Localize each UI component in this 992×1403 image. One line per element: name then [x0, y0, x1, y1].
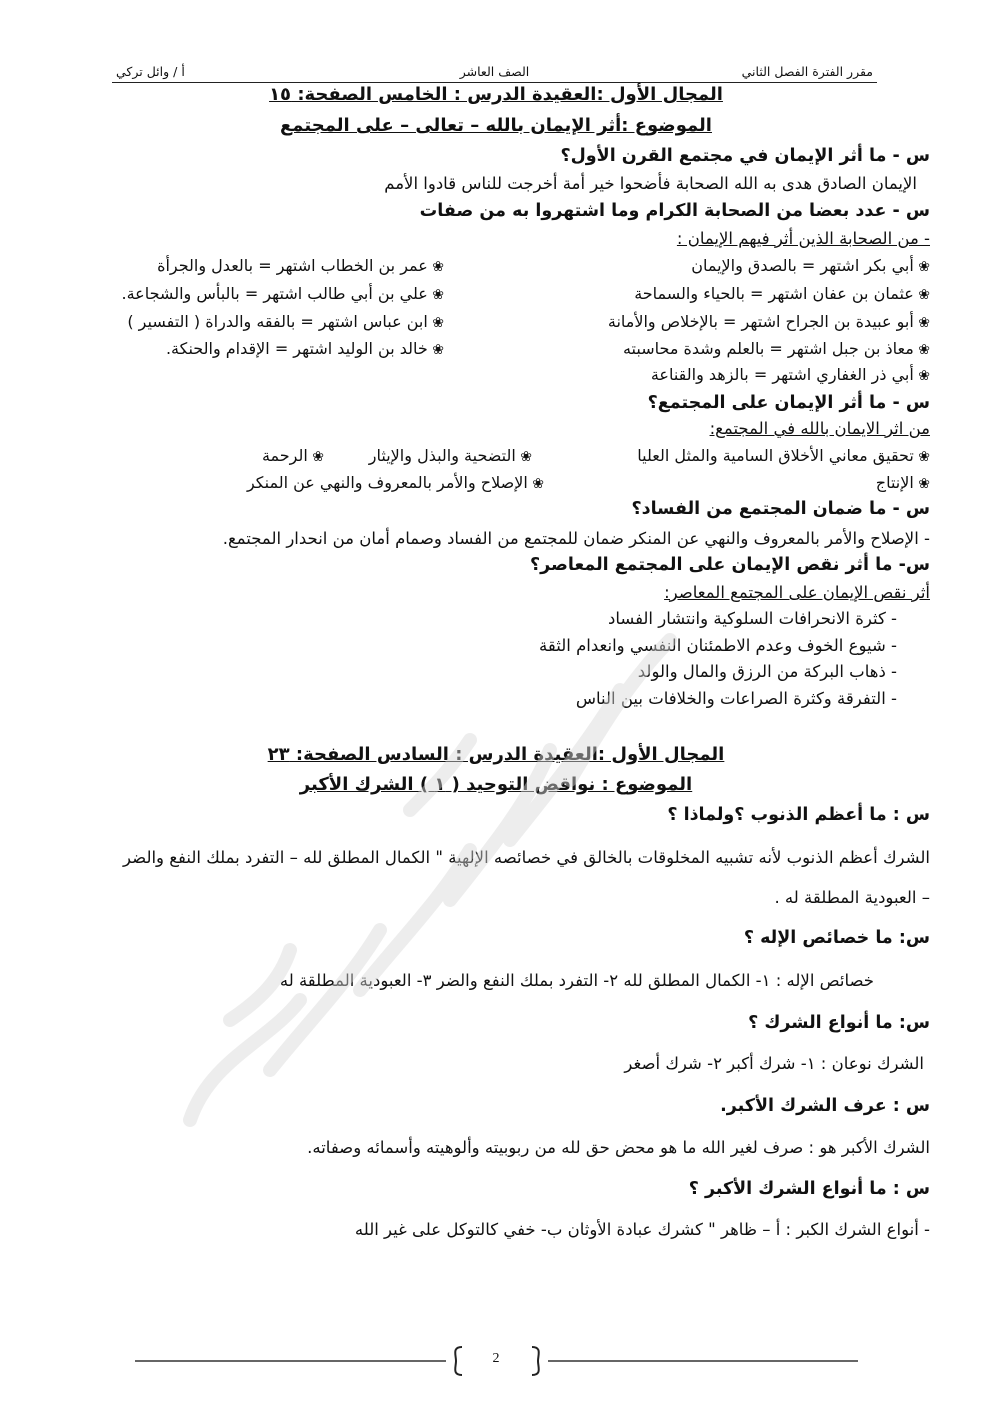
companion-item: ❀ علي بن أبي طالب اشتهر = بالبأس والشجاعة.: [122, 284, 445, 304]
companion-item: ❀ خالد بن الوليد اشتهر = الإقدام والحنكة.: [166, 339, 444, 359]
lesson2-question-4: س : عرف الشرك الأكبر.: [720, 1096, 930, 1116]
lesson1-effects-heading: من اثر الايمان بالله في المجتمع:: [709, 419, 930, 438]
effect-item: ❀ الإصلاح والأمر بالمعروف والنهي عن المنكر: [247, 473, 544, 493]
lesson2-question-2: س: ما خصائص الإله ؟: [743, 928, 930, 948]
lesson2-answer-1b: – العبودية المطلقة له .: [774, 888, 930, 907]
effect-item: ❀ الإنتاج: [876, 473, 930, 493]
companion-item: ❀ أبو عبيدة بن الجراح اشتهر = بالإخلاص والأمانة: [608, 312, 930, 332]
lesson2-question-3: س: ما أنواع الشرك ؟: [748, 1013, 930, 1033]
lesson1-question-3: س - ما أثر الإيمان على المجتمع؟: [647, 393, 930, 413]
companion-item: ❀ ابن عباس اشتهر = بالفقه والدراة ( التفسير ): [127, 312, 444, 332]
lesson1-companions-heading: - من الصحابة الذين أثر فيهم الإيمان :: [676, 229, 930, 248]
header-course: مقرر الفترة الفصل الثاني: [741, 64, 873, 79]
effect-item: ❀ التضحية والبذل والإيثار: [369, 446, 532, 466]
lesson2-answer-3: الشرك نوعان : ١- شرك أكبر ٢- شرك أصغر: [624, 1054, 924, 1073]
lesson1-question-2: س - عدد بعضا من الصحابة الكرام وما اشتهروا به من صفات: [419, 201, 930, 221]
companion-item: ❀ عمر بن الخطاب اشتهر = بالعدل والجرأة: [157, 256, 444, 276]
lesson2-answer-4: الشرك الأكبر هو : صرف لغير الله ما هو محض حق لله من ربوبيته وألوهيته وأسمائه وصفاته.: [307, 1138, 930, 1157]
lesson2-answer-2: خصائص الإله : ١- الكمال المطلق لله ٢- التفرد بملك النفع والضر ٣- العبودية المطلقة له: [279, 971, 874, 990]
lesson1-title: المجال الأول :العقيدة الدرس : الخامس الصفحة: ١٥: [269, 84, 723, 105]
companion-item: ❀ أبي بكر اشتهر = بالصدق والإيمان: [691, 256, 930, 276]
deficiency-item: - التفرقة وكثرة الصراعات والخلافات بين الناس: [576, 689, 897, 708]
lesson1-answer-1: الإيمان الصادق هدى به الله الصحابة فأضحوا خير أمة أخرجت للناس قادوا الأمم: [384, 174, 917, 193]
lesson1-topic: الموضوع :أثر الإيمان بالله – تعالى – على المجتمع: [280, 115, 712, 136]
lesson1-deficiency-heading: أثر نقص الإيمان على المجتمع المعاصر:: [664, 583, 930, 602]
companion-item: ❀ معاذ بن جبل اشتهر = بالعلم وشدة محاسبته: [623, 339, 930, 359]
lesson2-answer-5: - أنواع الشرك الكبر : أ – ظاهر " كشرك عبادة الأوثان ب- خفي كالتوكل على غير الله: [354, 1220, 930, 1239]
deficiency-item: - كثرة الانحرافات السلوكية وانتشار الفساد: [608, 609, 897, 628]
lesson1-answer-4: - الإصلاح والأمر بالمعروف والنهي عن المنكر ضمان للمجتمع من الفساد وصمام أمان من انحدار المجتمع.: [222, 529, 930, 548]
deficiency-item: - ذهاب البركة من الرزق والمال والولد: [638, 662, 897, 681]
lesson2-question-5: س : ما أنواع الشرك الأكبر ؟: [688, 1179, 930, 1199]
header-grade: الصف العاشر: [459, 64, 530, 79]
companion-item: ❀ عثمان بن عفان اشتهر = بالحياء والسماحة: [634, 284, 930, 304]
lesson1-question-5: س- ما أثر نقص الإيمان على المجتمع المعاصر؟: [529, 555, 930, 575]
page-header: [112, 62, 877, 83]
lesson1-question-4: س - ما ضمان المجتمع من الفساد؟: [631, 499, 930, 519]
companion-item: ❀ أبي ذر الغفاري اشتهر = بالزهد والقناعة: [651, 365, 930, 385]
lesson2-answer-1a: الشرك أعظم الذنوب لأنه تشبيه المخلوقات بالخالق في خصائصه الإلهية " الكمال المطلق لله – التفرد بملك النفع والضر: [123, 848, 930, 867]
lesson2-title: المجال الأول :العقيدة الدرس : السادس الصفحة: ٢٣: [267, 744, 725, 765]
watermark-graphic: [150, 600, 710, 1160]
lesson1-question-1: س - ما أثر الإيمان في مجتمع القرن الأول؟: [560, 146, 930, 166]
effect-item: ❀ الرحمة: [262, 446, 324, 466]
deficiency-item: - شيوع الخوف وعدم الاطمئنان النفسي وانعدام الثقة: [539, 636, 897, 655]
lesson2-topic: الموضوع : نواقض التوحيد ( ١ ) الشرك الأكبر: [299, 774, 693, 795]
page-number: 2: [492, 1351, 500, 1366]
lesson2-question-1: س : ما أعظم الذنوب ؟ولماذا ؟: [667, 805, 930, 825]
effect-item: ❀ تحقيق معاني الأخلاق السامية والمثل العليا: [637, 446, 930, 466]
header-teacher: أ / وائل تركي: [116, 64, 185, 79]
